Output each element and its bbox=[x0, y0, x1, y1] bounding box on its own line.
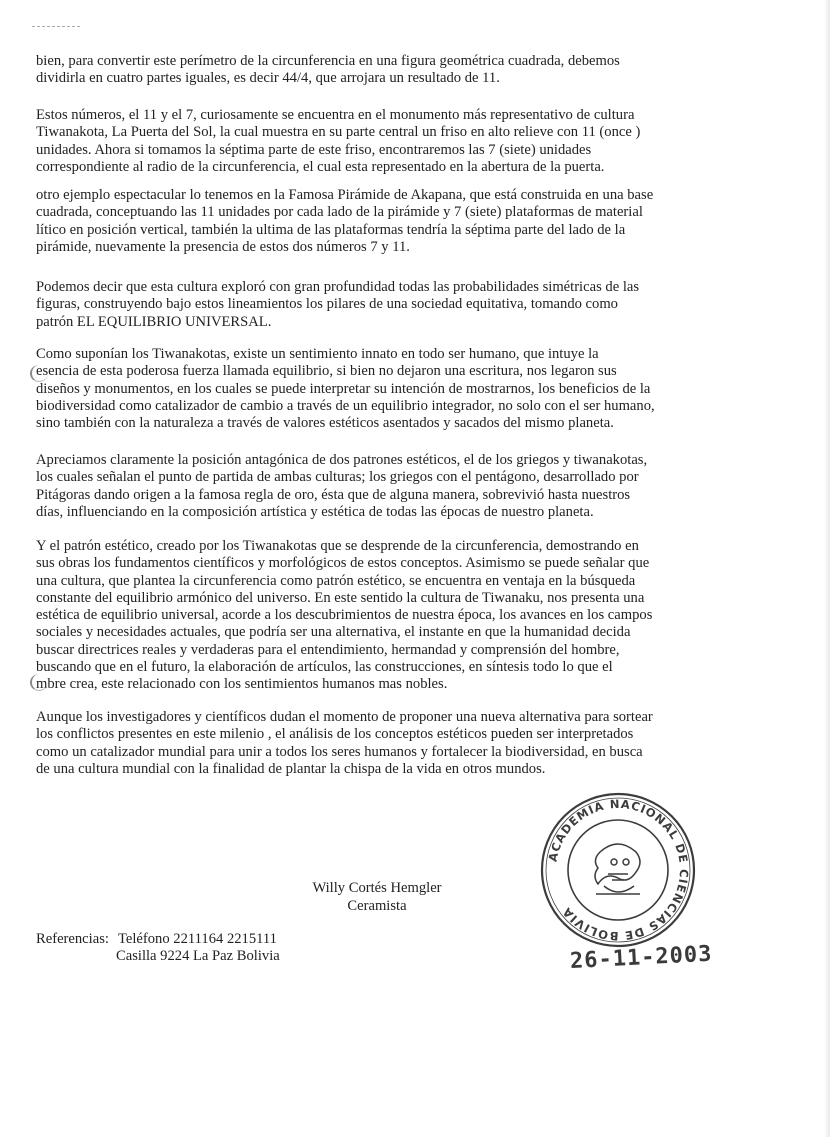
academy-seal-stamp bbox=[538, 790, 698, 950]
seal-ring-text: ACADEMIA NACIONAL DE CIENCIAS DE BOLIVIA bbox=[545, 796, 692, 944]
scan-mark bbox=[32, 26, 80, 29]
signature-role: Ceramista bbox=[347, 898, 407, 914]
paragraph-8: Aunque los investigadores y científicos dudan el momento de proponer una nueva alternativa para sortear los conflictos presentes en este milenio , el análisis de los conceptos estéticos pueden ser interpretados como un catalizador mundial para unir a todos los seres humanos y fortalecer la biodiversidad, en busca de una cultura mundial con la finalidad de plantar la chispa de la vida en otros mundos. bbox=[36, 709, 653, 777]
paragraph-5: Como suponían los Tiwanakotas, existe un sentimiento innato en todo ser humano, que intuye la esencia de esta poderosa fuerza llamada equilibrio, si bien no dejaron una escritura, nos legaron sus diseños y monumentos, en los cuales se puede interpretar su intención de mostrarnos, los beneficios de la biodiversidad como catalizador de cambio a través de un equilibrio integrador, no solo con el ser humano, sino también con la naturaleza a través de valores estéticos asentados y sacados del mismo planeta. bbox=[36, 346, 655, 432]
references-label: Referencias: bbox=[36, 931, 109, 947]
punch-hole bbox=[30, 674, 48, 691]
signature-name: Willy Cortés Hemgler bbox=[312, 880, 442, 896]
paragraph-4: Podemos decir que esta cultura exploró con gran profundidad todas las probabilidades simétricas de las figuras, construyendo bajo estos lineamientos los pilares de una sociedad equitativa, tomando como patrón EL EQUILIBRIO UNIVERSAL. bbox=[36, 279, 640, 330]
punch-hole bbox=[30, 365, 48, 382]
paragraph-1: bien, para convertir este perímetro de la circunferencia en una figura geométrica cuadrada, debemos dividirla en cuatro partes iguales, es decir 44/4, que arrojara un resultado de 11. bbox=[36, 53, 620, 87]
seal-emblem bbox=[595, 844, 640, 894]
stamp-date: 26-11-2003 bbox=[569, 941, 713, 975]
paragraph-2: Estos números, el 11 y el 7, curiosamente se encuentra en el monumento más representativo de cultura Tiwanakota, La Puerta del Sol, la cual muestra en su parte central un friso en alto relieve con 11 (once ) unidades. Ahora si tomamos la séptima parte de este friso, encontraremos las 7 (siete) unidades correspondiente al radio de la circunferencia, el cual esta representado en la abertura de la puerta. bbox=[36, 107, 641, 175]
scan-edge-shadow bbox=[824, 0, 830, 1137]
references-po-box: Casilla 9224 La Paz Bolivia bbox=[116, 948, 280, 964]
paragraph-7: Y el patrón estético, creado por los Tiwanakotas que se desprende de la circunferencia, demostrando en sus obras los fundamentos científicos y morfológicos de estos conceptos. Asimismo se puede señalar que una cultura, que plantea la circunferencia como patrón estético, se encuentra en ventaja en la búsqueda constante del equilibrio armónico del universo. En este sentido la cultura de Tiwanaku, nos presenta una estética de equilibrio universal, acorde a los descubrimientos de nuestra época, los avances en los campos sociales y necesidades actuales, que podría ser una alternativa, el instante en que la humanidad decida buscar directrices reales y verdaderas para el entendimiento, hermandad y comprensión del hombre, buscando que en el futuro, la elaboración de artículos, las construcciones, en síntesis todo lo que el mbre crea, este relacionado con los sentimientos humanos mas nobles. bbox=[36, 538, 653, 693]
paragraph-6: Apreciamos claramente la posición antagónica de dos patrones estéticos, el de los griegos y tiwanakotas, los cuales señalan el punto de partida de ambas culturas; los griegos con el pentágono, desarrollado por Pitágoras dando origen a la famosa regla de oro, ésta que de alguna manera, sobrevivió hasta nuestros días, influenciando en la composición artística y estética de todas las épocas de nuestro planeta. bbox=[36, 452, 648, 520]
paragraph-3: otro ejemplo espectacular lo tenemos en la Famosa Pirámide de Akapana, que está construida en una base cuadrada, conceptuando las 11 unidades por cada lado de la pirámide y 7 (siete) plataformas de material lítico en posición vertical, también la ultima de las plataformas tendría la séptima parte del lado de la pirámide, nuevamente la presencia de estos dos números 7 y 11. bbox=[36, 187, 654, 255]
references-phone: Teléfono 2211164 2215111 bbox=[118, 931, 277, 947]
